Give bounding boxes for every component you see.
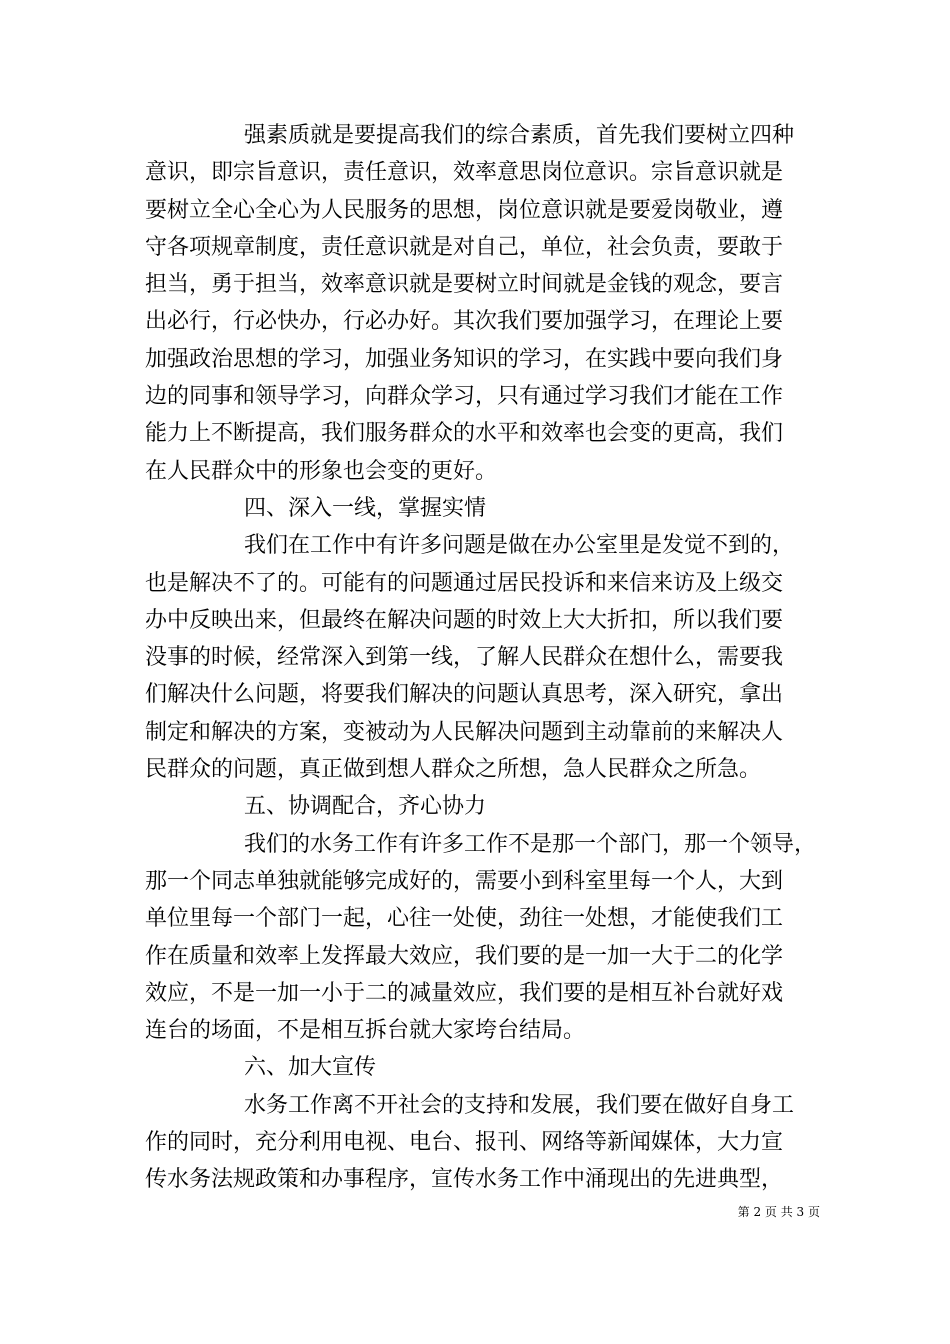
document-body (145, 117, 830, 1199)
text-line: 意识，即宗旨意识，责任意识，效率意思岗位意识。宗旨意识就是 (145, 160, 784, 186)
text-line: 办中反映出来，但最终在解决问题的时效上大大折扣，所以我们要 (145, 607, 784, 633)
text-line: 那一个同志单独就能够完成好的，需要小到科室里每一个人，大到 (145, 868, 784, 894)
text-line: 我们的水务工作有许多工作不是那一个部门，那一个领导， (244, 831, 817, 857)
text-line: 四、深入一线，掌握实情 (244, 495, 487, 521)
text-line: 民群众的问题，真正做到想人群众之所想，急人民群众之所急。 (145, 757, 762, 783)
text-line: 也是解决不了的。可能有的问题通过居民投诉和来信来访及上级交 (145, 570, 784, 596)
text-line: 没事的时候，经常深入到第一线，了解人民群众在想什么，需要我 (145, 645, 784, 671)
text-line: 强素质就是要提高我们的综合素质，首先我们要树立四种 (244, 123, 795, 148)
text-line: 担当，勇于担当，效率意识就是要树立时间就是金钱的观念，要言 (145, 272, 784, 298)
page-number-footer: 第 2 页 共 3 页 (737, 1205, 820, 1219)
text-line: 出必行，行必快办，行必办好。其次我们要加强学习，在理论上要 (145, 309, 784, 335)
text-line: 作的同时，充分利用电视、电台、报刊、网络等新闻媒体，大力宣 (145, 1130, 784, 1156)
text-line: 守各项规章制度，责任意识就是对自己，单位，社会负责，要敢于 (145, 234, 784, 260)
text-line: 六、加大宣传 (244, 1055, 377, 1081)
text-line: 作在质量和效率上发挥最大效应，我们要的是一加一大于二的化学 (145, 943, 784, 969)
text-line: 我们在工作中有许多问题是做在办公室里是发觉不到的， (244, 533, 795, 559)
text-line: 加强政治思想的学习，加强业务知识的学习，在实践中要向我们身 (145, 346, 784, 372)
text-line: 水务工作离不开社会的支持和发展，我们要在做好自身工 (244, 1092, 795, 1118)
text-line: 效应，不是一加一小于二的减量效应，我们要的是相互补台就好戏 (145, 980, 784, 1006)
text-line: 连台的场面，不是相互拆台就大家垮台结局。 (145, 1018, 586, 1044)
text-line: 要树立全心全心为人民服务的思想，岗位意识就是要爱岗敬业，遵 (145, 197, 784, 223)
text-line: 能力上不断提高，我们服务群众的水平和效率也会变的更高，我们 (145, 421, 784, 447)
text-line: 单位里每一个部门一起，心往一处使，劲往一处想，才能使我们工 (145, 906, 784, 932)
text-line: 制定和解决的方案，变被动为人民解决问题到主动靠前的来解决人 (145, 719, 784, 745)
text-line: 在人民群众中的形象也会变的更好。 (145, 458, 498, 484)
text-line: 边的同事和领导学习，向群众学习，只有通过学习我们才能在工作 (145, 384, 784, 410)
text-line: 们解决什么问题，将要我们解决的问题认真思考，深入研究，拿出 (145, 682, 784, 708)
text-line: 五、协调配合，齐心协力 (244, 794, 487, 820)
text-line: 传水务法规政策和办事程序，宣传水务工作中涌现出的先进典型， (145, 1167, 784, 1193)
